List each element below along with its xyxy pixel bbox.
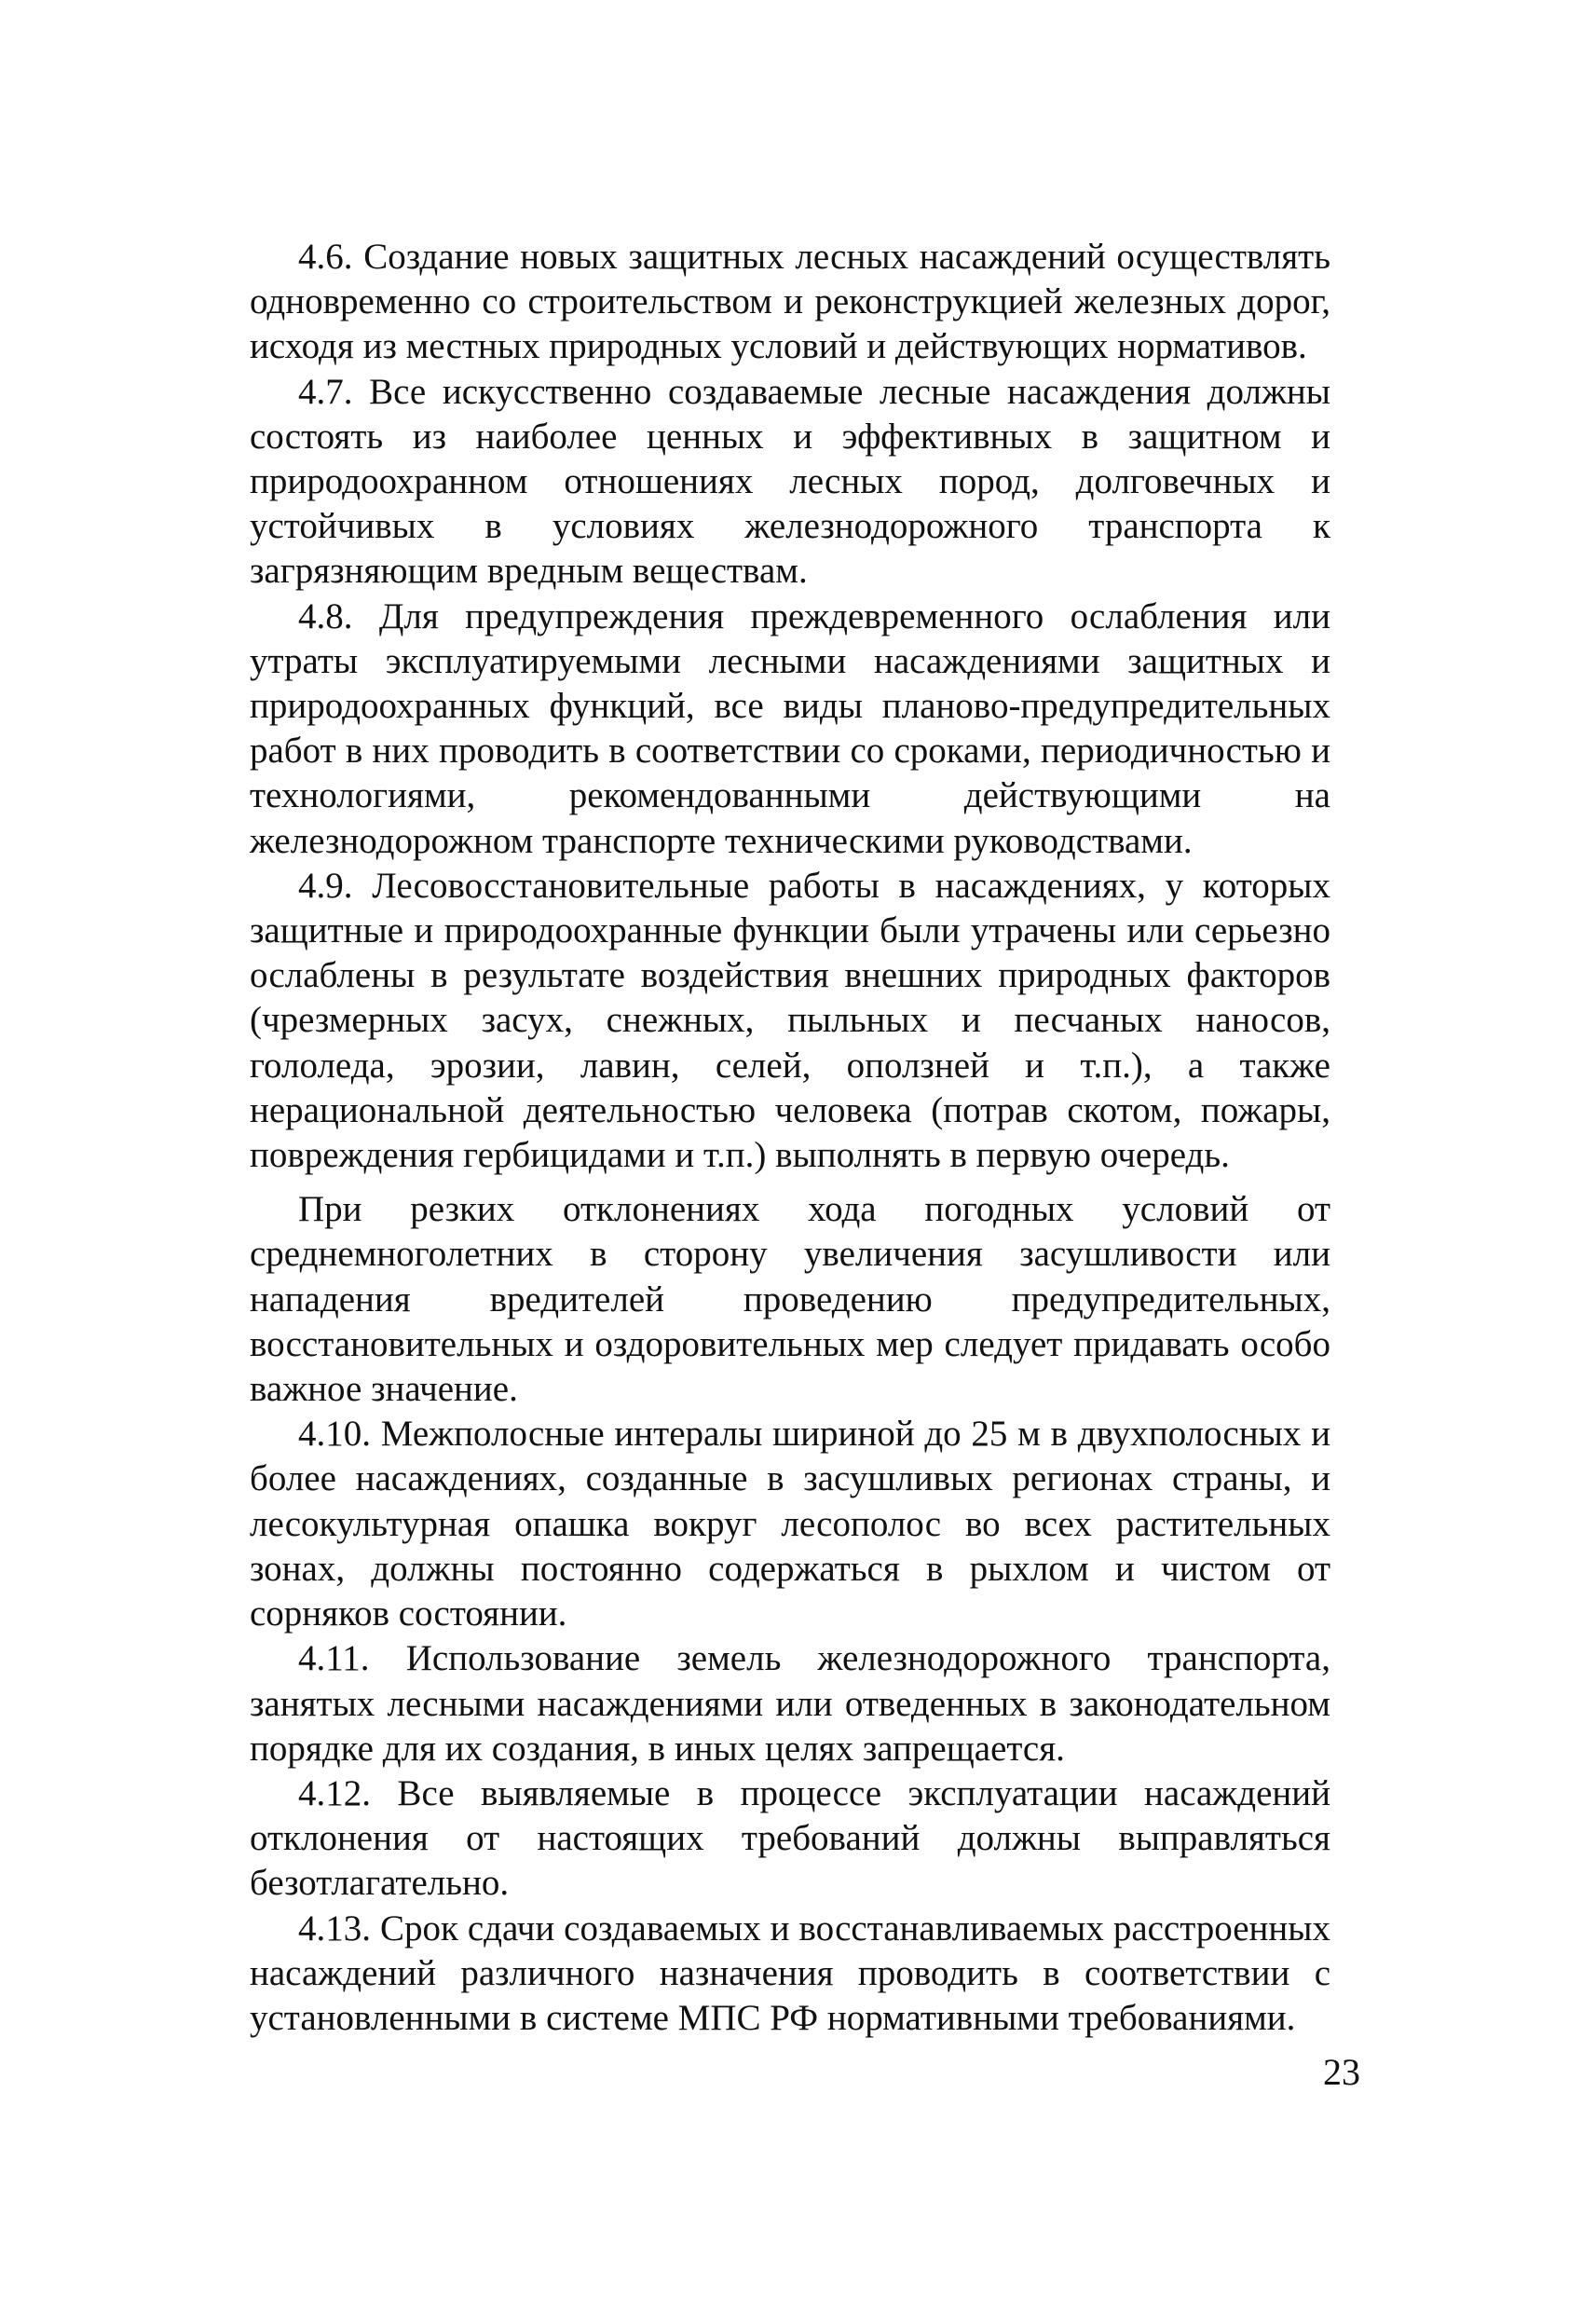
paragraph-4-12: 4.12. Все выявляемые в процессе эксплуатации насаждений отклонения от настоящих требований должны выправляться безотлагательно. bbox=[250, 1772, 1330, 1904]
paragraph-4-9-continuation: При резких отклонениях хода погодных условий от среднемноголетних в сторону увеличения засушливости или нападения вредителей проведению предупредительных, восстановительных и оздоровительных мер следует придавать особо важное значение. bbox=[250, 1189, 1330, 1410]
paragraph-4-10: 4.10. Межполосные интералы шириной до 25 м в двухполосных и более насаждениях, созданные в засушливых регионах страны, и лесокультурная опашка вокруг лесополос во всех растительных зонах, должны постоянно содержаться в рыхлом и чистом от сорняков состоянии. bbox=[250, 1414, 1330, 1634]
paragraph-4-7: 4.7. Все искусственно создаваемые лесные насаждения должны состоять из наиболее ценных и эффективных в защитном и природоохранном отношениях лесных пород, долговечных и устойчивых в условиях железнодорожного транспорта к загрязняющим вредным веществам. bbox=[250, 371, 1330, 592]
paragraph-4-9: 4.9. Лесовосстановительные работы в насаждениях, у которых защитные и природоохранные функции были утрачены или серьезно ослаблены в результате воздействия внешних природных факторов (чрезмерных засух, снежных, пыльных и песчаных наносов, гололеда, эрозии, лавин, селей, оползней и т.п.), а также нерациональной деятельностью человека (потрав скотом, пожары, повреждения гербицидами и т.п.) выполнять в первую очередь. bbox=[250, 865, 1330, 1176]
paragraph-4-11: 4.11. Использование земель железнодорожного транспорта, занятых лесными насаждениями или отведенных в законодательном порядке для их создания, в иных целях запрещается. bbox=[250, 1638, 1330, 1769]
paragraph-4-8: 4.8. Для предупреждения преждевременного ослабления или утраты эксплуатируемыми лесными насаждениями защитных и природоохранных функций, все виды планово-предупредительных работ в них проводить в соответствии со сроками, периодичностью и технологиями, рекомендованными действующими на железнодорожном транспорте техническими руководствами. bbox=[250, 595, 1330, 861]
paragraph-4-6: 4.6. Создание новых защитных лесных насаждений осуществлять одновременно со строительством и реконструкцией железных дорог, исходя из местных природных условий и действующих нормативов. bbox=[250, 237, 1330, 367]
paragraph-4-13: 4.13. Срок сдачи создаваемых и восстанавливаемых расстроенных насаждений различного назначения проводить в соответствии с установленными в системе МПС РФ нормативными требованиями. bbox=[250, 1908, 1330, 2038]
page-number: 23 bbox=[1323, 2051, 1360, 2093]
body-text bbox=[250, 235, 1330, 2041]
